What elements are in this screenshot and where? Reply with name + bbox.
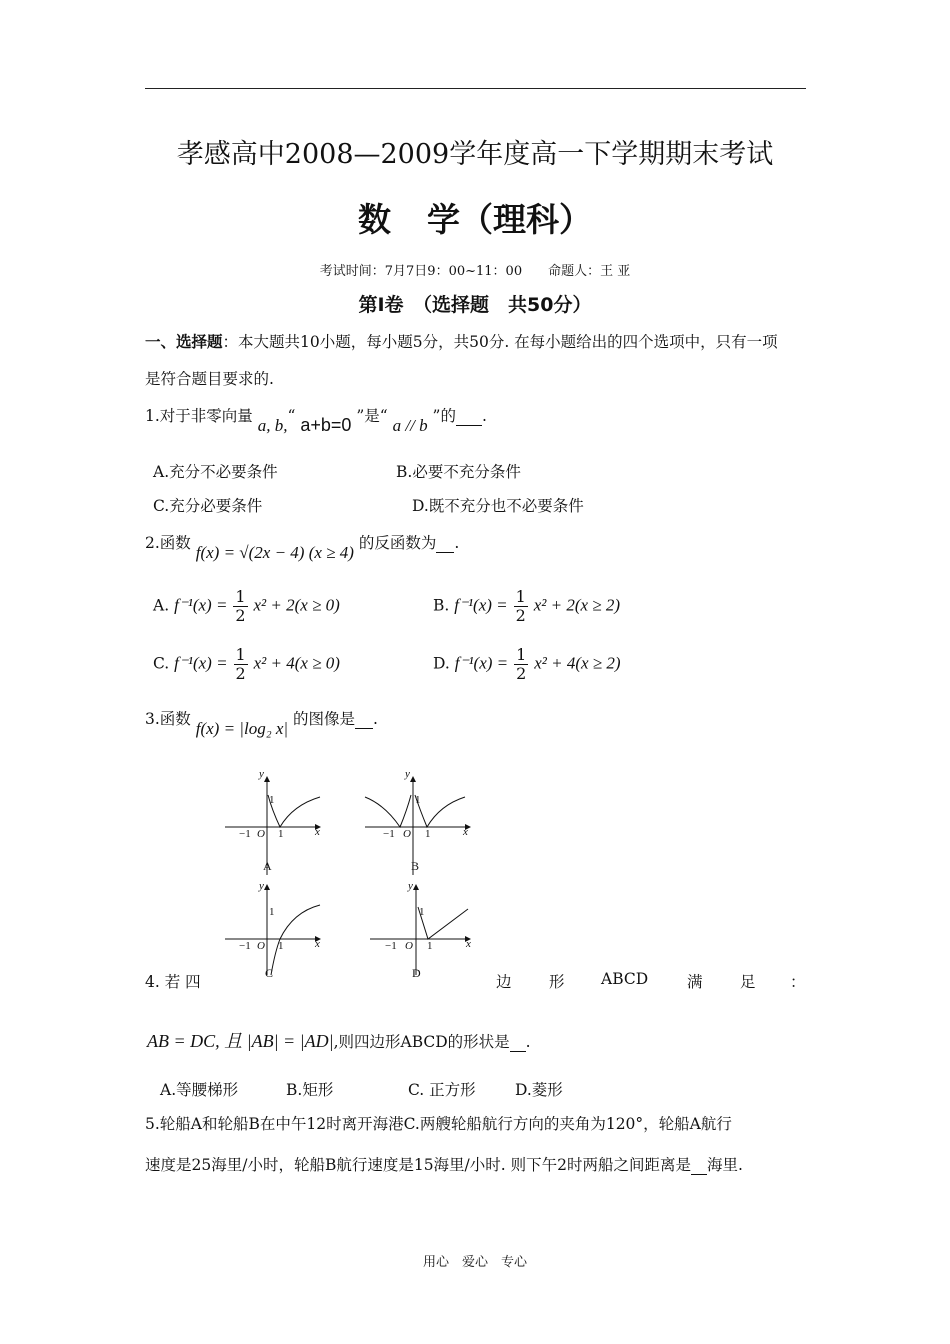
q2-function: f(x) = √(2x − 4) (x ≥ 4) — [195, 543, 354, 562]
q4-line1-d: ABCD — [601, 970, 649, 988]
exam-meta: 考试时间：7月7日9：00~11：00 命题人：王 亚 — [319, 264, 631, 279]
question-3: 3.函数 f(x) = |log₂ x| 的图像是 . — [145, 710, 378, 738]
q1-option-c: C.充分必要条件 — [153, 497, 263, 515]
q4-option-a: A.等腰梯形 — [160, 1081, 239, 1099]
q1-option-a: A.充分不必要条件 — [153, 463, 278, 481]
svg-text:O: O — [257, 940, 265, 952]
origin-label: O — [257, 828, 265, 840]
graph-c — [225, 885, 320, 975]
question-4-condition: AB = DC, 且 |AB| = |AD|,则四边形ABCD的形状是 . — [147, 1031, 531, 1051]
q4-line1-a: 4. 若 四 — [145, 973, 201, 991]
graph-label-a: A — [263, 859, 272, 873]
page-footer: 用心 爱心 专心 — [422, 1255, 527, 1270]
graph-label-d: D — [412, 966, 421, 980]
q3-function: f(x) = |log₂ x| — [195, 719, 289, 738]
q2-option-a: A. f⁻¹(x) = $\frac{1}{2}$ x² + 2(x ≥ 0) — [153, 587, 340, 625]
question-2: 2.函数 f(x) = √(2x − 4) (x ≥ 4) 的反函数为 . — [145, 534, 460, 562]
header-rule — [145, 88, 806, 89]
svg-text:x: x — [466, 938, 471, 950]
subject-title: 数 学（理科） — [358, 200, 592, 239]
svg-text:x: x — [315, 938, 320, 950]
graph-d — [370, 885, 470, 975]
tick-neg1: −1 — [239, 828, 251, 840]
svg-text:1: 1 — [278, 940, 284, 952]
q4-option-d: D.菱形 — [515, 1081, 563, 1099]
graph-a — [225, 777, 320, 875]
question-5-line2: 速度是25海里/小时，轮船B航行速度是15海里/小时. 则下午2时两船之间距离是 海里. — [145, 1156, 743, 1174]
exam-title: 孝感高中2008—2009学年度高一下学期期末考试 — [176, 139, 774, 170]
instructions-line2: 是符合题目要求的. — [145, 370, 274, 388]
svg-text:O: O — [405, 940, 413, 952]
q4-line1-f: 足 — [740, 973, 756, 991]
graph-label-c: C — [265, 966, 274, 980]
instructions-line1: 一、选择题：本大题共10小题，每小题5分，共50分. 在每小题给出的四个选项中，只有一项 — [145, 333, 778, 351]
q3-graph-figure — [215, 765, 485, 980]
q1-option-d: D.既不充分也不必要条件 — [412, 497, 584, 515]
q4-option-c: C. 正方形 — [408, 1081, 476, 1099]
svg-text:1: 1 — [419, 906, 425, 918]
svg-text:−1: −1 — [239, 940, 251, 952]
q2-option-d: D. f⁻¹(x) = $\frac{1}{2}$ x² + 4(x ≥ 2) — [433, 645, 621, 683]
q4-line1-b: 边 — [496, 973, 512, 991]
svg-text:−1: −1 — [385, 940, 397, 952]
q4-line1-e: 满 — [687, 973, 703, 991]
tick-y1: 1 — [269, 794, 275, 806]
q4-line1-g: ： — [790, 973, 806, 991]
graph-label-b: B — [411, 859, 420, 873]
tick-x1: 1 — [278, 828, 284, 840]
svg-text:−1: −1 — [383, 828, 395, 840]
svg-text:y: y — [405, 768, 410, 780]
svg-text:x: x — [463, 826, 468, 838]
svg-text:y: y — [408, 880, 413, 892]
svg-text:1: 1 — [269, 906, 275, 918]
axis-label-x: x — [315, 826, 320, 838]
svg-text:y: y — [259, 880, 264, 892]
axis-label-y: y — [259, 768, 264, 780]
svg-text:O: O — [403, 828, 411, 840]
svg-text:1: 1 — [415, 794, 421, 806]
q2-option-b: B. f⁻¹(x) = $\frac{1}{2}$ x² + 2(x ≥ 2) — [433, 587, 621, 625]
q2-option-c: C. f⁻¹(x) = $\frac{1}{2}$ x² + 4(x ≥ 0) — [153, 645, 340, 683]
q1-option-b: B.必要不充分条件 — [396, 463, 521, 481]
svg-text:1: 1 — [427, 940, 433, 952]
question-1: 1.对于非零向量 a, b,“ a+b=0 ”是“ a // b ”的 . — [145, 407, 487, 435]
question-5-line1: 5.轮船A和轮船B在中午12时离开海港C.两艘轮船航行方向的夹角为120°，轮船A航行 — [145, 1115, 732, 1133]
q4-option-b: B.矩形 — [286, 1081, 334, 1099]
q4-line1-c: 形 — [549, 973, 565, 991]
part-title: 第Ⅰ卷 （选择题 共50分） — [358, 294, 592, 316]
svg-text:1: 1 — [425, 828, 431, 840]
